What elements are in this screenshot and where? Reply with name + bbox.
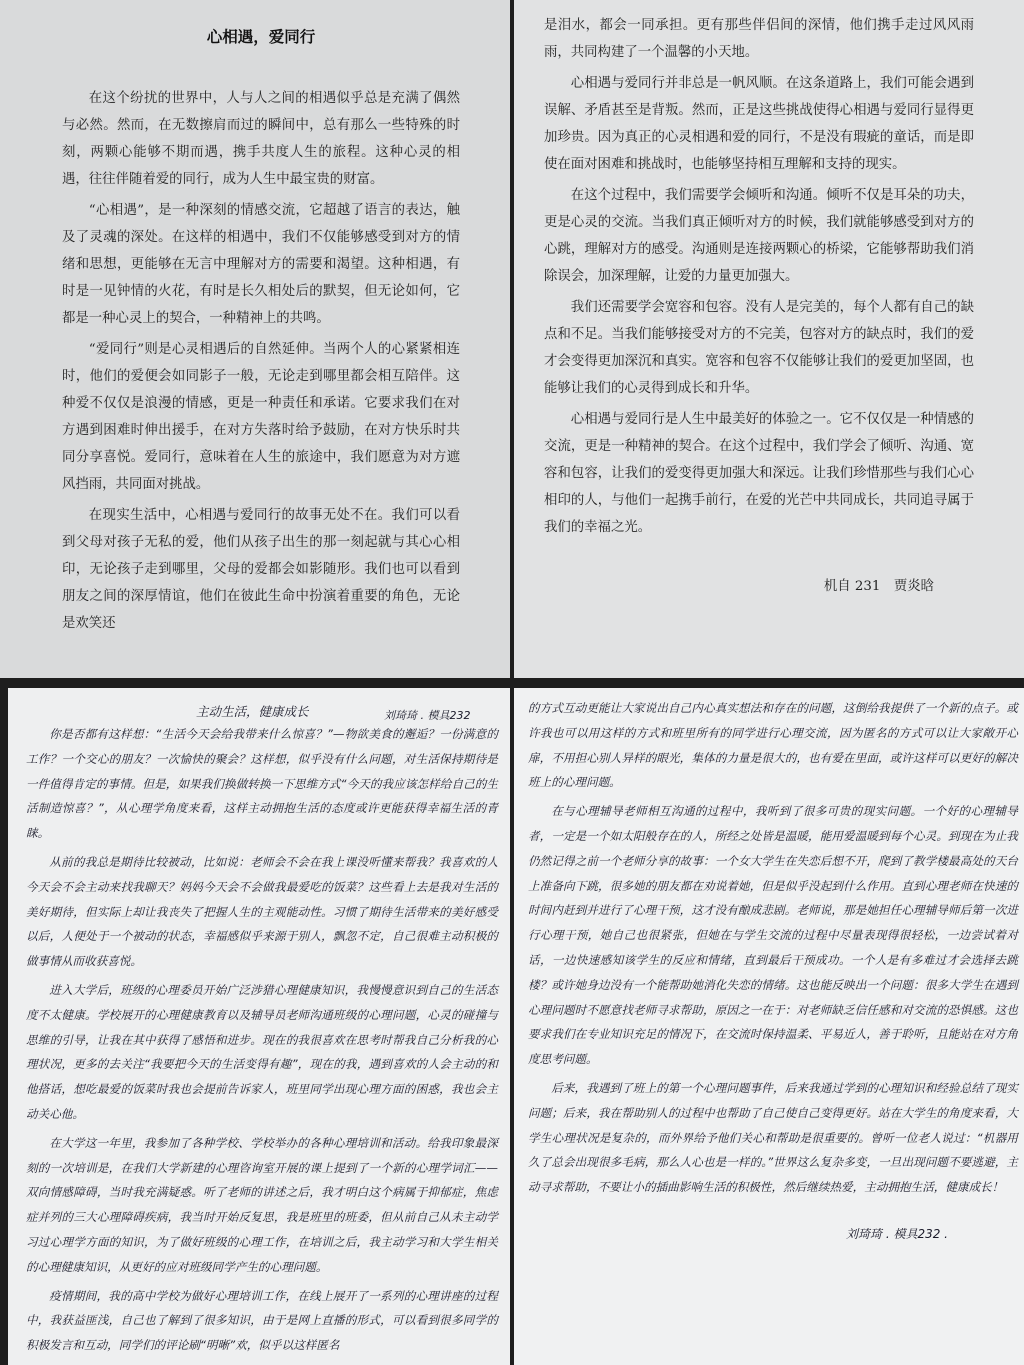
handwritten-signature: 刘琦琦 . 模具232 . (846, 1226, 948, 1241)
paragraph: 我们还需要学会宽容和包容。没有人是完美的，每个人都有自己的缺点和不足。当我们能够接受对方的不完美，包容对方的缺点时，我们的爱才会变得更加深沉和真实。宽容和包容不仅能够让我们的爱更加坚固，也能够让我们的心灵得到成长和升华。 (544, 300, 974, 396)
paragraph: “爱同行”则是心灵相遇后的自然延伸。当两个人的心紧紧相连时，他们的爱便会如同影子一般，无论走到哪里都会相互陪伴。这种爱不仅仅是浪漫的情感，更是一种责任和承诺。它要求我们在对方遇到困难时伸出援手，在对方失落时给予鼓励，在对方快乐时共同分享喜悦。爱同行，意味着在人生的旅途中，我们愿意为对方遮风挡雨，共同面对挑战。 (62, 342, 460, 492)
paragraph: 心相遇与爱同行并非总是一帆风顺。在这条道路上，我们可能会遇到误解、矛盾甚至是背叛。然而，正是这些挑战使得心相遇与爱同行显得更加珍贵。因为真正的心灵相遇和爱的同行，不是没有瑕疵的童话，而是即使在面对困难和挑战时，也能够坚持相互理解和支持的现实。 (544, 76, 974, 172)
paragraph: “心相遇”，是一种深刻的情感交流，它超越了语言的表达，触及了灵魂的深处。在这样的相遇中，我们不仅能够感受到对方的情绪和思想，更能够在无言中理解对方的需要和渴望。这种相遇，有时是一见钟情的火花，有时是长久相处后的默契，但无论如何，它都是一种心灵上的契合，一种精神上的共鸣。 (62, 203, 460, 326)
handwritten-essay-page-2 (514, 688, 1024, 1365)
paragraph-continuation: 是泪水，都会一同承担。更有那些伴侣间的深情，他们携手走过风风雨雨，共同构建了一个温馨的小天地。 (544, 18, 974, 60)
paragraph: 在现实生活中，心相遇与爱同行的故事无处不在。我们可以看到父母对孩子无私的爱，他们从孩子出生的那一刻起就与其心心相印，无论孩子走到哪里，父母的爱都会如影随形。我们也可以看到朋友之间的深厚情谊，他们在彼此生命中扮演着重要的角色，无论是欢笑还 (62, 508, 460, 631)
printed-essay-page-1 (0, 0, 510, 678)
paragraph: 从前的我总是期待比较被动，比如说：老师会不会在我上课没听懂来帮我？我喜欢的人今天会不会主动来找我聊天？妈妈今天会不会做我最爱吃的饭菜？这些看上去是我对生活的美好期待，但实际上却让我丧失了把握人生的主观能动性。习惯了期待生活带来的美好感受以后，人便处于一个被动的状态，幸福感似乎来源于别人，飘忽不定，自己很难主动积极的做事情从而收获喜悦。 (26, 854, 498, 969)
handwritten-author: 刘琦琦 . 模具232 (384, 709, 471, 722)
handwritten-title: 主动生活，健康成长 (196, 704, 309, 719)
paragraph: 在与心理辅导老师相互沟通的过程中，我听到了很多可贵的现实问题。一个好的心理辅导者，一定是一个如太阳般存在的人，所经之处皆是温暖，能用爱温暖到每个心灵。到现在为止我仍然记得之前一个老师分享的故事：一个女大学生在失恋后想不开，爬到了教学楼最高处的天台上准备向下跳，很多她的朋友都在劝说着她，但是似乎没起到什么作用。直到心理老师在快速的时间内赶到并进行了心理干预，这才没有酿成悲剧。老师说，那是她担任心理辅导师后第一次进行心理干预，她自己也很紧张，但她在与学生交流的过程中尽量表现得很轻松，一边尝试着对话，一边快速感知该学生的反应和情绪，直到最后干预成功。一个人是有多难过才会选择去跳楼？或许她身边没有一个能帮助她消化失恋的情绪。这也能反映出一个问题：很多大学生在遇到心理问题时不愿意找老师寻求帮助，原因之一在于：对老师缺乏信任感和对交流的恐惧感。这也要求我们在专业知识充足的情况下，在交流时保持温柔、平易近人，善于聆听，且能站在对方角度思考问题。 (528, 804, 1018, 1067)
author-signature: 机自 231 贾炎晗 (823, 579, 934, 594)
paragraph: 疫情期间，我的高中学校为做好心理培训工作，在线上展开了一系列的心理讲座的过程中，我获益匪浅，自己也了解到了很多知识，由于是网上直播的形式，可以看到很多同学的积极发言和互动，同学们的评论刷“明晰”欢，似乎以这样匿名 (26, 1288, 498, 1353)
handwritten-header (26, 698, 498, 722)
paragraph: 在这个过程中，我们需要学会倾听和沟通。倾听不仅是耳朵的功夫，更是心灵的交流。当我们真正倾听对方的时候，我们就能够感受到对方的心跳，理解对方的感受。沟通则是连接两颗心的桥梁，它能够帮助我们消除误会，加深理解，让爱的力量更加强大。 (544, 188, 974, 284)
paragraph: 你是否都有这样想：“生活今天会给我带来什么惊喜？”—物欲美食的邂逅？一份满意的工作？一个交心的朋友？一次愉快的聚会？这样想，似乎没有什么问题，对生活保持期待是一件值得肯定的事情。但是，如果我们换做转换一下思维方式“今天的我应该怎样给自己的生活制造惊喜？”，从心理学角度来看，这样主动拥抱生活的态度或许更能获得幸福生活的青睐。 (26, 727, 498, 841)
paragraph: 后来，我遇到了班上的第一个心理问题事件，后来我通过学到的心理知识和经验总结了现实问题；后来，我在帮助别人的过程中也帮助了自己使自己变得更好。站在大学生的角度来看，大学生心理状况是复杂的，而外界给予他们关心和帮助是很重要的。曾听一位老人说过：“机器用久了总会出现很多毛病，那么人心也是一样的。”世界这么复杂多变，一旦出现问题不要逃避，主动寻求帮助，不要让小的插曲影响生活的积极性，然后继续热爱，主动拥抱生活，健康成长！ (528, 1080, 1018, 1195)
paragraph: 心相遇与爱同行是人生中最美好的体验之一。它不仅仅是一种情感的交流，更是一种精神的契合。在这个过程中，我们学会了倾听、沟通、宽容和包容，让我们的爱变得更加强大和深远。让我们珍惜那些与我们心心相印的人，与他们一起携手前行，在爱的光芒中共同成长，共同追寻属于我们的幸福之光。 (544, 412, 974, 535)
handwritten-essay-page-1 (8, 688, 510, 1365)
printed-essay-page-2 (514, 0, 1024, 678)
paragraph-continuation: 的方式互动更能让大家说出自己内心真实想法和存在的问题，这倒给我提供了一个新的点子。或许我也可以用这样的方式和班里所有的同学进行心理交流，因为匿名的方式可以让大家敞开心扉，不用担心别人异样的眼光，集体的力量是很大的，也有爱在里面，或许这样可以更好的解决班上的心理问题。 (528, 701, 1018, 790)
paragraph: 在这个纷扰的世界中，人与人之间的相遇似乎总是充满了偶然与必然。然而，在无数擦肩而过的瞬间中，总有那么一些特殊的时刻，两颗心能够不期而遇，携手共度人生的旅程。这种心灵的相遇，往往伴随着爱的同行，成为人生中最宝贵的财富。 (62, 91, 460, 187)
paragraph: 在大学这一年里，我参加了各种学校、学校举办的各种心理培训和活动。给我印象最深刻的一次培训是，在我们大学新建的心理咨询室开展的课上提到了一个新的心理学词汇——双向情感障碍，当时我充满疑惑。听了老师的讲述之后，我才明白这个病属于抑郁症，焦虑症并列的三大心理障碍疾病，我当时开始反复思，我是班里的班委，但从前自己从未主动学习过心理学方面的知识，为了做好班级的心理工作，在培训之后，我主动学习和大学生相关的心理健康知识，从更好的应对班级同学产生的心理问题。 (26, 1135, 498, 1274)
paragraph: 进入大学后，班级的心理委员开始广泛涉猎心理健康知识，我慢慢意识到自己的生活态度不太健康。学校展开的心理健康教育以及辅导员老师沟通班级的心理问题，心灵的碰撞与思维的引导，让我在其中获得了感悟和进步。现在的我很喜欢在思考时帮我自己分析我的心理状况，更多的去关注“我要把今天的生活变得有趣”，现在的我，遇到喜欢的人会主动的和他搭话，想吃最爱的饭菜时我也会提前告诉家人，班里同学出现心理方面的困惑，我也会主动关心他。 (26, 982, 498, 1121)
essay-title: 心相遇，爱同行 (206, 28, 316, 46)
